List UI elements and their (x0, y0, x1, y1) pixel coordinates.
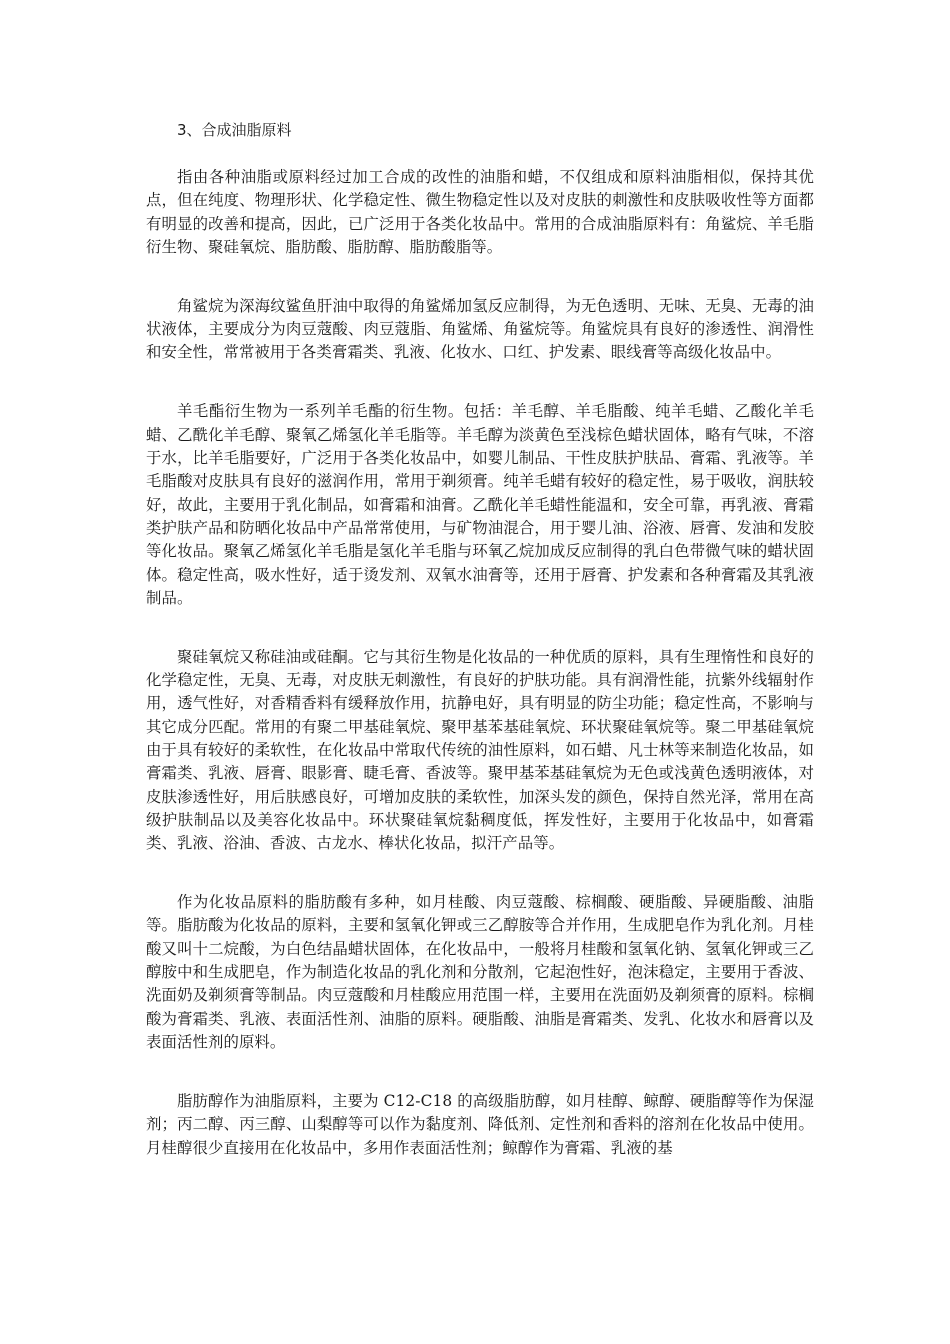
paragraph-fatty-alcohols: 脂肪醇作为油脂原料，主要为 C12-C18 的高级脂肪醇，如月桂醇、鲸醇、硬脂醇等作为保湿剂；丙二醇、丙三醇、山梨醇等可以作为黏度剂、降低剂、定性剂和香料的溶剂在化妆品中使用。月桂醇很少直接用在化妆品中，多用作表面活性剂；鲸醇作为膏霜、乳液的基 (146, 1091, 814, 1157)
paragraph-squalane: 角鲨烷为深海纹鲨鱼肝油中取得的角鲨烯加氢反应制得，为无色透明、无味、无臭、无毒的油状液体，主要成分为肉豆蔻酸、肉豆蔻脂、角鲨烯、角鲨烷等。角鲨烷具有良好的渗透性、润滑性和安全性，常常被用于各类膏霜类、乳液、化妆水、口红、护发素、眼线膏等高级化妆品中。 (146, 296, 814, 362)
document-body (146, 166, 814, 1160)
paragraph-synthetic-oils-intro: 指由各种油脂或原料经过加工合成的改性的油脂和蜡，不仅组成和原料油脂相似，保持其优点，但在纯度、物理形状、化学稳定性、微生物稳定性以及对皮肤的刺激性和皮肤吸收性等方面都有明显的改善和提高，因此，已广泛用于各类化妆品中。常用的合成油脂原料有：角鲨烷、羊毛脂衍生物、聚硅氧烷、脂肪酸、脂肪醇、脂肪酸脂等。 (146, 168, 814, 256)
paragraph-lanolin-derivatives: 羊毛酯衍生物为一系列羊毛酯的衍生物。包括：羊毛醇、羊毛脂酸、纯羊毛蜡、乙酸化羊毛蜡、乙酰化羊毛醇、聚氧乙烯氢化羊毛脂等。羊毛醇为淡黄色至浅棕色蜡状固体，略有气味，不溶于水，比羊毛脂要好，广泛用于各类化妆品中，如婴儿制品、干性皮肤护肤品、膏霜、乳液等。羊毛脂酸对皮肤具有良好的滋润作用，常用于剃须膏。纯羊毛蜡有较好的稳定性，易于吸收，润肤较好，故此，主要用于乳化制品，如膏霜和油膏。乙酰化羊毛蜡性能温和，安全可靠，再乳液、膏霜类护肤产品和防晒化妆品中产品常常使用，与矿物油混合，用于婴儿油、浴液、唇膏、发油和发胶等化妆品。聚氧乙烯氢化羊毛脂是氢化羊毛脂与环氧乙烷加成反应制得的乳白色带微气味的蜡状固体。稳定性高，吸水性好，适于烫发剂、双氧水油膏等，还用于唇膏、护发素和各种膏霜及其乳液制品。 (146, 402, 814, 607)
paragraph-polysiloxane: 聚硅氧烷又称硅油或硅酮。它与其衍生物是化妆品的一种优质的原料，具有生理惰性和良好的化学稳定性，无臭、无毒，对皮肤无刺激性，有良好的护肤功能。具有润滑性能，抗紫外线辐射作用，透气性好，对香精香料有缓释放作用，抗静电好，具有明显的防尘功能；稳定性高，不影响与其它成分匹配。常用的有聚二甲基硅氧烷、聚甲基苯基硅氧烷、环状聚硅氧烷等。聚二甲基硅氧烷由于具有较好的柔软性，在化妆品中常取代传统的油性原料，如石蜡、凡士林等来制造化妆品，如膏霜类、乳液、唇膏、眼影膏、睫毛膏、香波等。聚甲基苯基硅氧烷为无色或浅黄色透明液体，对皮肤渗透性好，用后肤感良好，可增加皮肤的柔软性，加深头发的颜色，保持自然光泽，常用在高级护肤制品以及美容化妆品中。环状聚硅氧烷黏稠度低，挥发性好，主要用于化妆品中，如膏霜类、乳液、浴油、香波、古龙水、棒状化妆品，拟汗产品等。 (146, 647, 814, 853)
section-heading: 3、合成油脂原料 (177, 121, 292, 139)
paragraph-fatty-acids: 作为化妆品原料的脂肪酸有多种，如月桂酸、肉豆蔻酸、棕榈酸、硬脂酸、异硬脂酸、油脂等。脂肪酸为化妆品的原料，主要和氢氧化钾或三乙醇胺等合并作用，生成肥皂作为乳化剂。月桂酸又叫十二烷酸，为白色结晶蜡状固体，在化妆品中，一般将月桂酸和氢氧化钠、氢氧化钾或三乙醇胺中和生成肥皂，作为制造化妆品的乳化剂和分散剂，它起泡性好，泡沫稳定，主要用于香波、洗面奶及剃须膏等制品。肉豆蔻酸和月桂酸应用范围一样，主要用在洗面奶及剃须膏的原料。棕榈酸为膏霜类、乳液、表面活性剂、油脂的原料。硬脂酸、油脂是膏霜类、发乳、化妆水和唇膏以及表面活性剂的原料。 (146, 893, 814, 1051)
